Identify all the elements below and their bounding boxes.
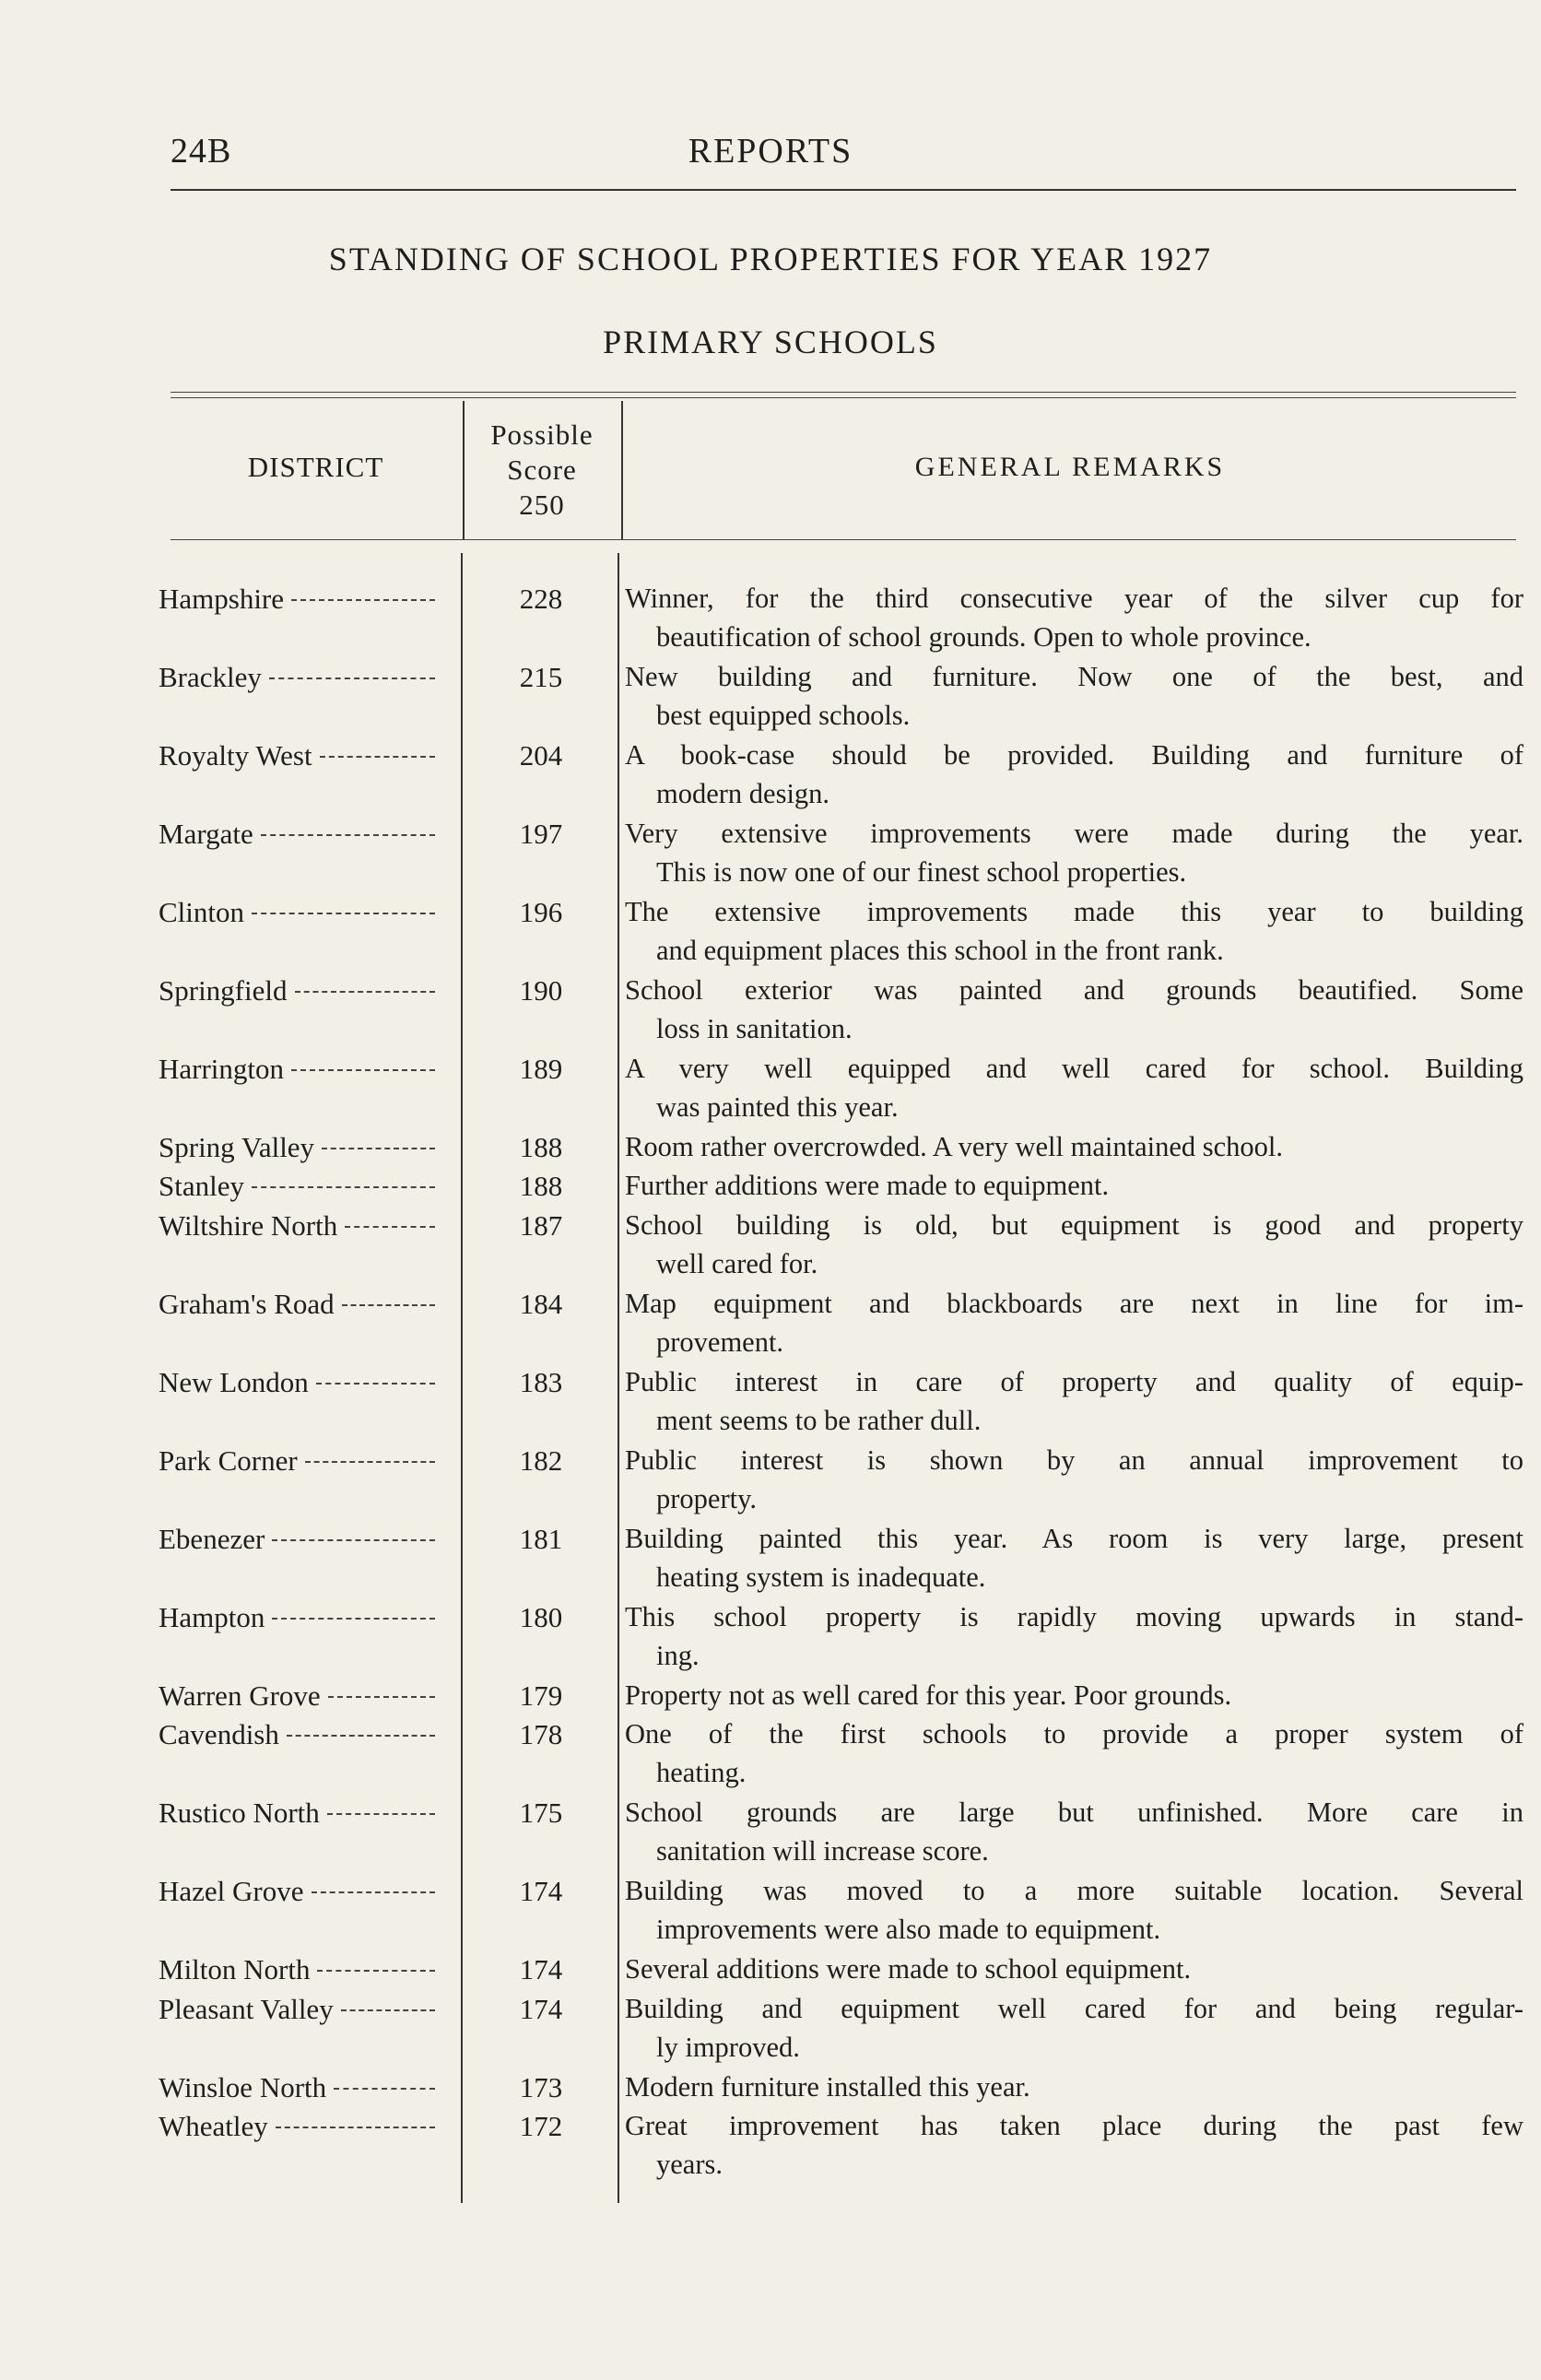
column-header-district: DISTRICT <box>247 451 384 483</box>
district-name <box>159 1053 435 1086</box>
remark-line-1: A book-case should be provided. Building and furniture of <box>625 739 1523 771</box>
score-value: 180 <box>519 1601 563 1633</box>
dot-leader <box>322 1148 435 1149</box>
column-header-score <box>465 418 619 523</box>
remark-line-2: years. <box>656 2149 723 2180</box>
general-remark <box>625 814 1523 891</box>
district-name <box>159 1170 435 1203</box>
score-value: 204 <box>519 739 563 772</box>
remark-line-2: ly improved. <box>656 2032 800 2063</box>
dot-leader <box>305 1461 435 1463</box>
table-header-rule <box>171 539 1516 540</box>
remark-line-2: beautification of school grounds. Open to whole province. <box>656 621 1312 653</box>
remark-line-1: School building is old, but equipment is good and property <box>625 1209 1523 1241</box>
district-label: Royalty West <box>159 739 312 772</box>
column-divider-header-2 <box>621 401 623 539</box>
section-subtitle: PRIMARY SCHOOLS <box>603 324 938 360</box>
remark-line-1: Map equipment and blackboards are next in line for im- <box>625 1288 1523 1319</box>
dot-leader <box>272 1618 435 1620</box>
district-name <box>159 896 435 929</box>
district-name <box>159 1601 435 1634</box>
table-top-rule-double <box>171 397 1516 398</box>
remark-line-2: loss in sanitation. <box>656 1013 853 1044</box>
district-label: Stanley <box>159 1170 244 1202</box>
dot-leader <box>334 2088 435 2090</box>
remark-line-2: was painted this year. <box>656 1091 899 1123</box>
dot-leader <box>345 1226 435 1228</box>
remark-line-2: provement. <box>656 1326 784 1358</box>
district-name <box>159 818 435 851</box>
score-value: 196 <box>519 896 563 928</box>
district-label: Harrington <box>159 1053 285 1085</box>
score-value: 174 <box>519 1875 563 1907</box>
remark-line-1: Property not as well cared for this year. Poor grounds. <box>625 1679 1232 1711</box>
column-divider-1 <box>461 553 463 2203</box>
dot-leader <box>287 1735 435 1737</box>
general-remark <box>625 1597 1523 1675</box>
table-top-rule <box>171 392 1516 393</box>
general-remark <box>625 1049 1523 1126</box>
district-name <box>159 1875 435 1908</box>
dot-leader <box>291 599 435 601</box>
dot-leader <box>328 1696 435 1698</box>
remark-line-1: Building painted this year. As room is very large, present <box>625 1523 1523 1554</box>
district-name <box>159 2110 435 2143</box>
dot-leader <box>316 1383 435 1384</box>
general-remark <box>625 657 1523 735</box>
remark-line-2: and equipment places this school in the front rank. <box>656 935 1224 966</box>
dot-leader <box>342 1304 435 1306</box>
district-name <box>159 1131 435 1164</box>
district-name <box>159 1523 435 1556</box>
dot-leader <box>272 1539 435 1541</box>
general-remark <box>625 1127 1523 1166</box>
score-value: 174 <box>519 1993 563 2025</box>
running-head: REPORTS <box>688 132 853 171</box>
score-value: 188 <box>519 1131 563 1163</box>
dot-leader <box>252 913 435 914</box>
score-value: 189 <box>519 1053 563 1085</box>
district-label: Margate <box>159 818 253 850</box>
general-remark <box>625 1441 1523 1518</box>
district-name <box>159 739 435 772</box>
remark-line-1: Room rather overcrowded. A very well maintained school. <box>625 1131 1284 1162</box>
dot-leader <box>320 756 435 758</box>
remark-line-2: This is now one of our finest school properties. <box>656 856 1187 888</box>
remark-line-1: Modern furniture installed this year. <box>625 2071 1030 2103</box>
general-remark <box>625 1166 1523 1205</box>
column-divider-2 <box>618 553 619 2203</box>
dot-leader <box>312 1891 436 1893</box>
remark-line-2: sanitation will increase score. <box>656 1835 989 1867</box>
remark-line-1: The extensive improvements made this year to building <box>625 896 1523 927</box>
general-remark <box>625 892 1523 970</box>
column-header-score-line2: Score <box>507 454 577 486</box>
score-value: 172 <box>519 2110 563 2142</box>
district-label: Hampton <box>159 1601 265 1633</box>
district-label: Graham's Road <box>159 1288 335 1320</box>
general-remark <box>625 1871 1523 1949</box>
remark-line-1: Public interest is shown by an annual improvement to <box>625 1444 1523 1476</box>
dot-leader <box>295 991 436 993</box>
remark-line-1: This school property is rapidly moving upwards in stand- <box>625 1601 1523 1632</box>
general-remark <box>625 1950 1523 1988</box>
score-value: 181 <box>519 1523 563 1555</box>
district-label: Cavendish <box>159 1718 279 1750</box>
page-title: STANDING OF SCHOOL PROPERTIES FOR YEAR 1927 <box>328 241 1213 277</box>
general-remark <box>625 1714 1523 1792</box>
district-label: Clinton <box>159 896 245 928</box>
column-header-score-line1: Possible <box>490 418 594 451</box>
remark-line-1: Great improvement has taken place during the past few <box>625 2110 1523 2141</box>
score-value: 187 <box>519 1209 563 1242</box>
score-value: 188 <box>519 1170 563 1202</box>
general-remark <box>625 579 1523 656</box>
dot-leader <box>327 1813 435 1815</box>
score-value: 175 <box>519 1797 563 1829</box>
dot-leader <box>291 1069 435 1071</box>
remark-line-1: Several additions were made to school equipment. <box>625 1953 1192 1985</box>
remark-line-2: ment seems to be rather dull. <box>656 1405 982 1436</box>
remark-line-2: heating system is inadequate. <box>656 1561 986 1593</box>
general-remark <box>625 1206 1523 1283</box>
remark-line-1: Public interest in care of property and quality of equip- <box>625 1366 1523 1397</box>
district-label: Ebenezer <box>159 1523 265 1555</box>
dot-leader <box>276 2127 435 2128</box>
general-remark <box>625 971 1523 1048</box>
remark-line-2: property. <box>656 1483 757 1514</box>
district-label: Milton North <box>159 1953 311 1985</box>
district-label: Hampshire <box>159 583 285 615</box>
district-name <box>159 1953 435 1986</box>
general-remark <box>625 2068 1523 2106</box>
district-name <box>159 974 435 1007</box>
general-remark <box>625 1284 1523 1361</box>
remark-line-2: best equipped schools. <box>656 700 911 731</box>
score-value: 215 <box>519 661 563 693</box>
district-label: Spring Valley <box>159 1131 315 1163</box>
score-value: 174 <box>519 1953 563 1985</box>
page-number: 24B <box>171 132 232 171</box>
district-name <box>159 2071 435 2104</box>
score-value: 190 <box>519 974 563 1007</box>
remark-line-1: Building and equipment well cared for and being regular- <box>625 1993 1523 2024</box>
score-value: 173 <box>519 2071 563 2103</box>
district-label: New London <box>159 1366 309 1398</box>
remark-line-2: heating. <box>656 1757 747 1788</box>
score-value: 197 <box>519 818 563 850</box>
district-label: Rustico North <box>159 1797 320 1829</box>
remark-line-1: Winner, for the third consecutive year of the silver cup for <box>625 583 1523 614</box>
remark-line-1: Very extensive improvements were made during the year. <box>625 818 1523 849</box>
district-name <box>159 1444 435 1478</box>
district-label: Springfield <box>159 974 288 1007</box>
column-divider-header-1 <box>463 401 465 539</box>
remark-line-1: Building was moved to a more suitable location. Several <box>625 1875 1523 1906</box>
dot-leader <box>341 2009 435 2011</box>
remark-line-1: New building and furniture. Now one of the best, and <box>625 661 1523 692</box>
score-value: 184 <box>519 1288 563 1320</box>
score-value: 183 <box>519 1366 563 1398</box>
score-value: 228 <box>519 583 563 615</box>
district-label: Park Corner <box>159 1444 298 1477</box>
column-header-score-line3: 250 <box>519 489 565 521</box>
district-name <box>159 1718 435 1751</box>
district-name <box>159 1366 435 1399</box>
dot-leader <box>317 1970 435 1972</box>
score-value: 178 <box>519 1718 563 1750</box>
general-remark <box>625 1519 1523 1596</box>
general-remark <box>625 1793 1523 1870</box>
remark-line-2: modern design. <box>656 778 830 809</box>
district-label: Wheatley <box>159 2110 268 2142</box>
district-name <box>159 1993 435 2026</box>
score-value: 182 <box>519 1444 563 1477</box>
remark-line-1: A very well equipped and well cared for school. Building <box>625 1053 1523 1084</box>
district-label: Winsloe North <box>159 2071 327 2103</box>
score-value: 179 <box>519 1679 563 1712</box>
dot-leader <box>269 677 435 679</box>
district-name <box>159 1209 435 1243</box>
remark-line-2: ing. <box>656 1640 700 1671</box>
general-remark <box>625 1989 1523 2067</box>
remark-line-1: Further additions were made to equipment. <box>625 1170 1110 1201</box>
remark-line-2: well cared for. <box>656 1248 818 1279</box>
district-label: Brackley <box>159 661 262 693</box>
remark-line-1: School exterior was painted and grounds beautified. Some <box>625 974 1523 1006</box>
district-name <box>159 1679 435 1713</box>
remark-line-1: One of the first schools to provide a proper system of <box>625 1718 1523 1750</box>
column-header-remarks: GENERAL REMARKS <box>914 452 1226 482</box>
remark-line-1: School grounds are large but unfinished. More care in <box>625 1797 1523 1828</box>
district-name <box>159 1797 435 1830</box>
district-name <box>159 583 435 616</box>
district-label: Warren Grove <box>159 1679 321 1712</box>
general-remark <box>625 736 1523 813</box>
remark-line-2: improvements were also made to equipment. <box>656 1914 1161 1945</box>
district-label: Wiltshire North <box>159 1209 338 1242</box>
district-label: Pleasant Valley <box>159 1993 334 2025</box>
header-rule <box>171 189 1516 191</box>
district-name <box>159 661 435 694</box>
general-remark <box>625 2106 1523 2184</box>
general-remark <box>625 1676 1523 1714</box>
district-name <box>159 1288 435 1321</box>
dot-leader <box>252 1186 435 1188</box>
general-remark <box>625 1362 1523 1440</box>
district-label: Hazel Grove <box>159 1875 304 1907</box>
dot-leader <box>261 834 435 836</box>
